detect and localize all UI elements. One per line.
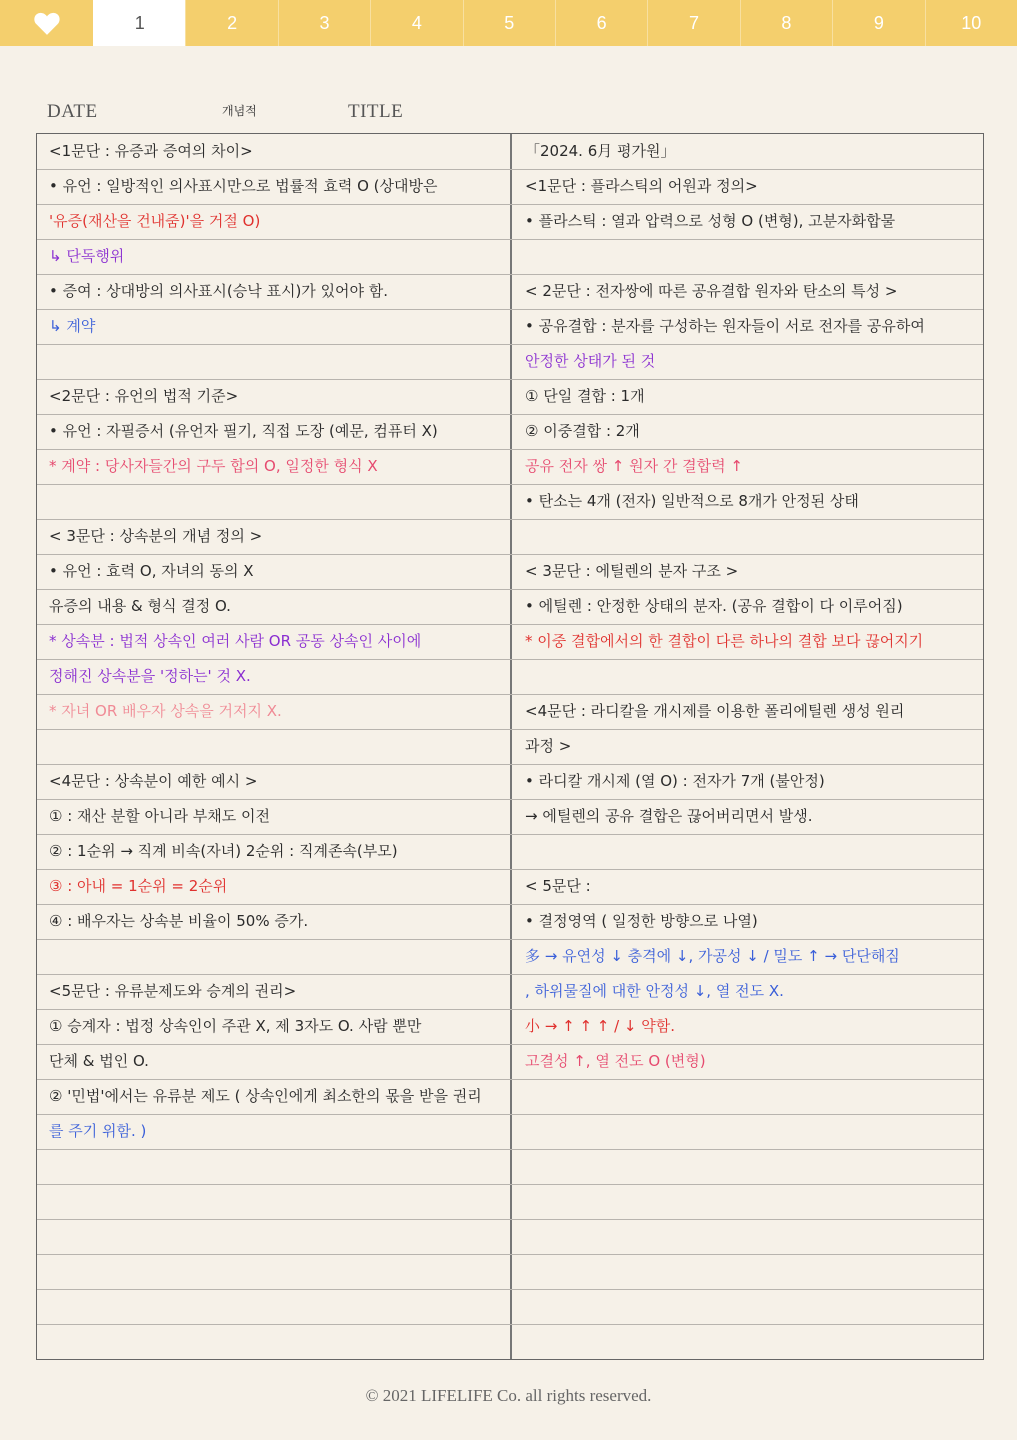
page-tab-9[interactable]: 9 <box>832 0 924 46</box>
page-tab-10[interactable]: 10 <box>925 0 1017 46</box>
left-column-note-line: ① 승계자 : 법정 상속인이 주관 X, 제 3자도 O. 사람 뿐만 <box>49 1017 422 1035</box>
ruled-line <box>37 204 983 205</box>
left-column-note-line: • 유언 : 일방적인 의사표시만으로 법률적 효력 O (상대방은 <box>49 177 438 195</box>
ruled-line <box>37 519 983 520</box>
left-column-note-line: '유증(재산을 건내줌)'을 거절 O) <box>49 212 261 230</box>
ruled-line <box>37 834 983 835</box>
ruled-line <box>37 694 983 695</box>
ruled-line <box>37 1219 983 1220</box>
right-column-note-line: < 2문단 : 전자쌍에 따른 공유결합 원자와 탄소의 특성 > <box>525 282 898 300</box>
ruled-line <box>37 449 983 450</box>
right-column-note-line: • 공유결합 : 분자를 구성하는 원자들이 서로 전자를 공유하여 <box>525 317 925 335</box>
ruled-line <box>37 554 983 555</box>
left-column-note-line: • 증여 : 상대방의 의사표시(승낙 표시)가 있어야 함. <box>49 282 389 300</box>
ruled-line <box>37 624 983 625</box>
right-column-note-line: 多 → 유연성 ↓ 충격에 ↓, 가공성 ↓ / 밀도 ↑ → 단단해짐 <box>525 947 900 965</box>
ruled-line <box>37 764 983 765</box>
ruled-line <box>37 1289 983 1290</box>
ruled-line <box>37 1324 983 1325</box>
right-column-note-line: • 플라스틱 : 열과 압력으로 성형 O (변형), 고분자화합물 <box>525 212 896 230</box>
right-column-note-line: 小 → ↑ ↑ ↑ / ↓ 약함. <box>525 1017 676 1035</box>
ruled-line <box>37 1184 983 1185</box>
left-column-note-line: 정해진 상속분을 '정하는' 것 X. <box>49 667 251 685</box>
right-column-note-line: < 5문단 : <box>525 877 591 895</box>
left-column-note-line: ② '민법'에서는 유류분 제도 ( 상속인에게 최소한의 몫을 받을 권리 <box>49 1087 482 1105</box>
left-column-note-line: < 3문단 : 상속분의 개념 정의 > <box>49 527 263 545</box>
right-column-note-line: • 에틸렌 : 안정한 상태의 분자. (공유 결합이 다 이루어짐) <box>525 597 903 615</box>
ruled-line <box>37 484 983 485</box>
page-tab-bar <box>0 0 1017 46</box>
ruled-line <box>37 1009 983 1010</box>
notebook-sheet[interactable] <box>36 133 984 1360</box>
left-column-note-line: * 상속분 : 법적 상속인 여러 사람 OR 공동 상속인 사이에 <box>49 632 422 650</box>
ruled-line <box>37 169 983 170</box>
ruled-line <box>37 274 983 275</box>
page-tab-8[interactable]: 8 <box>740 0 832 46</box>
left-column-note-line: ↳ 단독행위 <box>49 247 125 265</box>
ruled-line <box>37 974 983 975</box>
left-column-note-line: 단체 & 법인 O. <box>49 1052 149 1070</box>
right-column-note-line: * 이중 결합에서의 한 결합이 다른 하나의 결합 보다 끊어지기 <box>525 632 924 650</box>
right-column-note-line: <1문단 : 플라스틱의 어원과 정의> <box>525 177 758 195</box>
ruled-line <box>37 939 983 940</box>
right-column-note-line: < 3문단 : 에틸렌의 분자 구조 > <box>525 562 739 580</box>
ruled-line <box>37 1044 983 1045</box>
ruled-line <box>37 659 983 660</box>
left-column-note-line: ② : 1순위 → 직계 비속(자녀) 2순위 : 직계존속(부모) <box>49 842 398 860</box>
left-column-note-line: ④ : 배우자는 상속분 비율이 50% 증가. <box>49 912 309 930</box>
page-tab-2[interactable]: 2 <box>185 0 277 46</box>
ruled-line <box>37 904 983 905</box>
column-divider <box>510 134 512 1359</box>
ruled-line <box>37 1254 983 1255</box>
copyright-footer: © 2021 LIFELIFE Co. all rights reserved. <box>365 1386 652 1405</box>
left-column-note-line: <4문단 : 상속분이 예한 예시 > <box>49 772 258 790</box>
page-tab-7[interactable]: 7 <box>647 0 739 46</box>
right-column-note-line: 안정한 상태가 된 것 <box>525 352 656 370</box>
ruled-line <box>37 414 983 415</box>
left-column-note-line: * 계약 : 당사자들간의 구두 합의 O, 일정한 형식 X <box>49 457 378 475</box>
right-column-note-line: • 결정영역 ( 일정한 방향으로 나열) <box>525 912 758 930</box>
ruled-line <box>37 379 983 380</box>
favorite-tab[interactable] <box>0 0 93 46</box>
left-column-note-line: <1문단 : 유증과 증여의 차이> <box>49 142 253 160</box>
ruled-line <box>37 1079 983 1080</box>
title-label: TITLE <box>348 101 404 122</box>
left-column-note-line: <2문단 : 유언의 법적 기준> <box>49 387 239 405</box>
page-tab-3[interactable]: 3 <box>278 0 370 46</box>
right-column-note-line: 「2024. 6月 평가원」 <box>525 142 676 160</box>
right-column-note-line: 공유 전자 쌍 ↑ 원자 간 결합력 ↑ <box>525 457 743 475</box>
heart-icon <box>32 10 62 36</box>
handwritten-title-note: 개념적 <box>222 104 257 118</box>
ruled-line <box>37 309 983 310</box>
right-column-note-line: ① 단일 결합 : 1개 <box>525 387 645 405</box>
left-column-note-line: * 자녀 OR 배우자 상속을 거저지 X. <box>49 702 282 720</box>
left-column-note-line: <5문단 : 유류분제도와 승계의 권리> <box>49 982 297 1000</box>
page-tab-1[interactable]: 1 <box>93 0 185 46</box>
ruled-line <box>37 1114 983 1115</box>
right-column-note-line: , 하위물질에 대한 안정성 ↓, 열 전도 X. <box>525 982 784 1000</box>
right-column-note-line: 과정 > <box>525 737 572 755</box>
right-column-note-line: • 라디칼 개시제 (열 O) : 전자가 7개 (불안정) <box>525 772 825 790</box>
left-column-note-line: ↳ 계약 <box>49 317 96 335</box>
right-column-note-line: <4문단 : 라디칼을 개시제를 이용한 폴리에틸렌 생성 원리 <box>525 702 905 720</box>
ruled-line <box>37 1149 983 1150</box>
left-column-note-line: 를 주기 위함. ) <box>49 1122 147 1140</box>
right-column-note-line: 고결성 ↑, 열 전도 O (변형) <box>525 1052 706 1070</box>
left-column-note-line: 유증의 내용 & 형식 결정 O. <box>49 597 231 615</box>
ruled-line <box>37 239 983 240</box>
ruled-line <box>37 799 983 800</box>
ruled-line <box>37 589 983 590</box>
right-column-note-line: ② 이중결합 : 2개 <box>525 422 640 440</box>
ruled-line <box>37 344 983 345</box>
right-column-note-line: → 에틸렌의 공유 결합은 끊어버리면서 발생. <box>525 807 813 825</box>
left-column-note-line: ① : 재산 분할 아니라 부채도 이전 <box>49 807 270 825</box>
ruled-line <box>37 729 983 730</box>
left-column-note-line: • 유언 : 자필증서 (유언자 필기, 직접 도장 (예문, 컴퓨터 X) <box>49 422 438 440</box>
page-tab-6[interactable]: 6 <box>555 0 647 46</box>
ruled-line <box>37 869 983 870</box>
date-label: DATE <box>47 101 98 122</box>
page-tab-5[interactable]: 5 <box>463 0 555 46</box>
left-column-note-line: ③ : 아내 = 1순위 = 2순위 <box>49 877 228 895</box>
right-column-note-line: • 탄소는 4개 (전자) 일반적으로 8개가 안정된 상태 <box>525 492 859 510</box>
left-column-note-line: • 유언 : 효력 O, 자녀의 동의 X <box>49 562 254 580</box>
page-tab-4[interactable]: 4 <box>370 0 462 46</box>
